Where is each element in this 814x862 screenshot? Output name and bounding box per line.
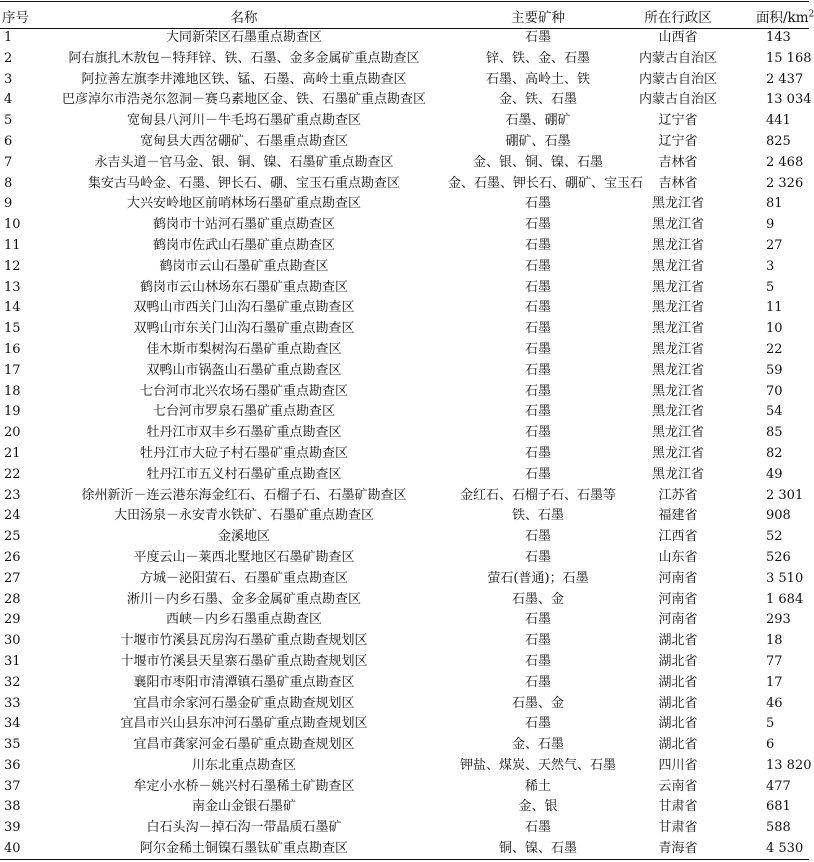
cell-no: 19 — [4, 404, 21, 420]
table-row — [0, 236, 809, 257]
table-row — [0, 340, 809, 361]
cell-mineral: 石墨、金 — [511, 695, 564, 711]
cell-area: 825 — [766, 133, 791, 149]
cell-no: 7 — [4, 154, 13, 170]
table-row — [0, 735, 809, 756]
cell-no: 14 — [4, 300, 21, 316]
table-row — [0, 49, 809, 70]
cell-name: 阿右旗扎木敖包－特拜锌、铁、石墨、金多金属矿重点勘查区 — [68, 50, 420, 66]
cell-region: 黑龙江省 — [651, 341, 704, 357]
cell-name: 鹤岗市十站河石墨矿重点勘查区 — [152, 217, 335, 233]
cell-name: 七台河市罗泉石墨矿重点勘查区 — [152, 404, 335, 420]
cell-area: 6 — [766, 737, 775, 753]
table-row — [0, 194, 809, 215]
cell-no: 1 — [4, 30, 13, 45]
cell-area: 18 — [766, 633, 783, 649]
cell-mineral: 石墨 — [524, 633, 551, 649]
cell-mineral: 稀土 — [524, 778, 551, 794]
cell-region: 黑龙江省 — [651, 258, 704, 274]
cell-region: 黑龙江省 — [651, 404, 704, 420]
cell-region: 河南省 — [658, 591, 698, 607]
header-no: 序号 — [2, 10, 29, 26]
cell-region: 黑龙江省 — [651, 466, 704, 482]
cell-name: 牡丹江市五义村石墨矿重点勘查区 — [146, 466, 342, 482]
cell-name: 双鸭山市锅盔山石墨矿重点勘查区 — [146, 362, 342, 378]
cell-region: 黑龙江省 — [651, 425, 704, 441]
table-row — [0, 465, 809, 486]
cell-area: 2 468 — [766, 154, 804, 170]
cell-area: 13 034 — [766, 92, 812, 108]
cell-region: 吉林省 — [658, 154, 698, 170]
table-row — [0, 174, 809, 195]
cell-mineral: 石墨 — [524, 362, 551, 378]
cell-name: 集安古马岭金、石墨、钾长石、硼、宝玉石重点勘查区 — [87, 175, 400, 191]
cell-mineral: 金、石墨、钾长石、硼矿、宝玉石 — [448, 175, 644, 191]
cell-mineral: 石墨 — [524, 237, 551, 253]
table-header-row — [0, 4, 809, 28]
cell-no: 6 — [4, 133, 13, 149]
cell-no: 39 — [4, 820, 21, 836]
table-row — [0, 673, 809, 694]
table-row — [0, 506, 809, 527]
cell-region: 云南省 — [658, 778, 698, 794]
cell-region: 江西省 — [658, 529, 698, 545]
cell-name: 十堰市竹溪县天星寨石墨矿重点勘查规划区 — [120, 653, 368, 669]
cell-area: 27 — [766, 237, 783, 253]
cell-name: 永吉头道－官马金、银、铜、镍、石墨矿重点勘查区 — [94, 154, 394, 170]
table-row — [0, 797, 809, 818]
cell-area: 2 326 — [766, 175, 804, 191]
cell-area: 588 — [766, 820, 791, 836]
cell-name: 西峡－内乡石墨重点勘查区 — [165, 612, 322, 628]
cell-region: 内蒙古自治区 — [638, 50, 717, 66]
cell-mineral: 石墨、金 — [511, 591, 564, 607]
table-row — [0, 132, 809, 153]
cell-no: 38 — [4, 799, 21, 815]
cell-name: 双鸭山市西关门山沟石墨矿重点勘查区 — [133, 300, 355, 316]
cell-area: 77 — [766, 653, 783, 669]
header-name: 名称 — [230, 10, 258, 26]
cell-mineral: 锌、铁、金、石墨 — [485, 50, 590, 66]
cell-region: 湖北省 — [658, 633, 698, 649]
cell-name: 十堰市竹溪县瓦房沟石墨矿重点勘查规划区 — [120, 633, 368, 649]
table-row — [0, 402, 809, 423]
cell-no: 12 — [4, 258, 21, 274]
cell-mineral: 石墨 — [524, 820, 551, 836]
cell-mineral: 石墨 — [524, 612, 551, 628]
cell-mineral: 钾盐、煤炭、天然气、石墨 — [459, 757, 616, 773]
cell-region: 四川省 — [658, 757, 698, 773]
cell-area: 54 — [766, 404, 783, 420]
cell-area: 2 437 — [766, 71, 804, 87]
table-row — [0, 298, 809, 319]
table-row — [0, 714, 809, 735]
cell-no: 37 — [4, 778, 21, 794]
cell-mineral: 金、铁、石墨 — [498, 92, 577, 108]
cell-name: 金溪地区 — [217, 529, 270, 545]
cell-region: 黑龙江省 — [651, 300, 704, 316]
cell-mineral: 石墨 — [524, 30, 551, 45]
cell-area: 4 530 — [766, 841, 804, 857]
table-body — [0, 28, 812, 860]
cell-area: 10 — [766, 321, 783, 337]
cell-no: 17 — [4, 362, 21, 378]
table-row — [0, 90, 809, 111]
cell-mineral: 金、石墨 — [511, 737, 564, 753]
cell-region: 湖北省 — [658, 653, 698, 669]
cell-mineral: 硼矿、石墨 — [505, 133, 571, 149]
cell-name: 宜昌市龚家河金石墨矿重点勘查规划区 — [133, 737, 355, 753]
cell-name: 大兴安岭地区前哨林场石墨矿重点勘查区 — [126, 196, 361, 212]
cell-mineral: 铜、镍、石墨 — [498, 841, 577, 857]
cell-no: 18 — [4, 383, 21, 399]
cell-area: 681 — [766, 799, 791, 815]
cell-no: 21 — [4, 445, 21, 461]
cell-no: 22 — [4, 466, 21, 482]
cell-area: 477 — [766, 778, 791, 794]
cell-name: 双鸭山市东关门山沟石墨矿重点勘查区 — [133, 321, 355, 337]
cell-region: 黑龙江省 — [651, 237, 704, 253]
cell-name: 宽甸县大西岔硼矿、石墨重点勘查区 — [139, 133, 348, 149]
table-row — [0, 527, 809, 548]
table-row — [0, 111, 809, 132]
cell-name: 南金山金银石墨矿 — [191, 799, 296, 815]
cell-mineral: 石墨 — [524, 383, 551, 399]
cell-name: 襄阳市枣阳市清潭镇石墨矿重点勘查区 — [133, 674, 355, 690]
cell-region: 福建省 — [658, 508, 698, 524]
table-row — [0, 486, 809, 507]
cell-region: 黑龙江省 — [651, 321, 704, 337]
cell-mineral: 金、银 — [518, 799, 558, 815]
table-row — [0, 818, 809, 839]
cell-area: 3 510 — [766, 570, 804, 586]
cell-area: 22 — [766, 341, 783, 357]
cell-area: 3 — [766, 258, 775, 274]
cell-no: 28 — [4, 591, 21, 607]
cell-area: 49 — [766, 466, 783, 482]
cell-no: 34 — [4, 716, 21, 732]
cell-name: 淅川－内乡石墨、金多金属矿重点勘查区 — [126, 591, 361, 607]
cell-area: 15 168 — [766, 50, 812, 66]
cell-mineral: 石墨 — [524, 217, 551, 233]
table-row — [0, 153, 809, 174]
cell-area: 81 — [766, 196, 783, 212]
cell-name: 白石头沟－掉石沟一带晶质石墨矿 — [146, 820, 342, 836]
cell-mineral: 石墨 — [524, 529, 551, 545]
cell-region: 黑龙江省 — [651, 383, 704, 399]
cell-area: 70 — [766, 383, 783, 399]
table-row — [0, 569, 809, 590]
cell-region: 辽宁省 — [658, 113, 698, 129]
cell-mineral: 金、银、铜、镍、石墨 — [472, 154, 603, 170]
table-row — [0, 70, 809, 91]
cell-name: 徐州新沂－连云港东海金红石、石榴子石、石墨矿勘查区 — [81, 487, 407, 503]
cell-mineral: 金红石、石榴子石、石墨等 — [459, 487, 616, 503]
cell-area: 85 — [766, 425, 783, 441]
cell-area: 5 — [766, 716, 775, 732]
cell-area: 293 — [766, 612, 791, 628]
cell-mineral: 石墨 — [524, 674, 551, 690]
cell-mineral: 石墨 — [524, 445, 551, 461]
cell-region: 青海省 — [658, 841, 698, 857]
cell-no: 4 — [4, 92, 13, 108]
cell-no: 15 — [4, 321, 21, 337]
table-row — [0, 423, 809, 444]
cell-region: 甘肃省 — [658, 820, 698, 836]
cell-region: 内蒙古自治区 — [638, 92, 717, 108]
cell-no: 30 — [4, 633, 21, 649]
header-area-superscript: 2 — [808, 9, 814, 20]
cell-name: 川东北重点勘查区 — [191, 757, 296, 773]
cell-mineral: 石墨 — [524, 425, 551, 441]
cell-region: 河南省 — [658, 570, 698, 586]
cell-region: 吉林省 — [658, 175, 698, 191]
table-row — [0, 610, 809, 631]
cell-no: 26 — [4, 549, 21, 565]
cell-name: 平度云山－莱西北墅地区石墨矿勘查区 — [133, 549, 355, 565]
cell-no: 24 — [4, 508, 21, 524]
cell-no: 16 — [4, 341, 21, 357]
cell-area: 17 — [766, 674, 783, 690]
cell-name: 牡丹江市双丰乡石墨矿重点勘查区 — [146, 425, 342, 441]
cell-region: 内蒙古自治区 — [638, 71, 717, 87]
cell-region: 湖北省 — [658, 695, 698, 711]
cell-no: 31 — [4, 653, 21, 669]
cell-mineral: 石墨 — [524, 258, 551, 274]
cell-no: 23 — [4, 487, 21, 503]
cell-no: 25 — [4, 529, 21, 545]
table-row — [0, 319, 809, 340]
table-row — [0, 382, 809, 403]
cell-area: 52 — [766, 529, 783, 545]
cell-mineral: 石墨 — [524, 466, 551, 482]
cell-name: 宜昌市余家河石墨金矿重点勘查规划区 — [133, 695, 355, 711]
cell-no: 36 — [4, 757, 21, 773]
cell-no: 33 — [4, 695, 21, 711]
header-mineral: 主要矿种 — [511, 10, 565, 26]
table-row — [0, 278, 809, 299]
cell-area: 46 — [766, 695, 783, 711]
cell-area: 82 — [766, 445, 783, 461]
table-row — [0, 444, 809, 465]
cell-mineral: 石墨 — [524, 404, 551, 420]
table-row — [0, 257, 809, 278]
cell-mineral: 石墨 — [524, 341, 551, 357]
cell-name: 宜昌市兴山县东冲河石墨矿重点勘查规划区 — [120, 716, 368, 732]
cell-name: 巴彦淖尔市浩尧尔忽洞－赛乌素地区金、铁、石墨矿重点勘查区 — [61, 92, 426, 108]
table-row — [0, 28, 809, 49]
cell-name: 佳木斯市梨树沟石墨矿重点勘查区 — [146, 341, 342, 357]
cell-region: 黑龙江省 — [651, 279, 704, 295]
header-region: 所在行政区 — [644, 10, 712, 26]
cell-mineral: 铁、石墨 — [511, 508, 564, 524]
cell-mineral: 石墨 — [524, 300, 551, 316]
cell-region: 黑龙江省 — [651, 217, 704, 233]
cell-region: 甘肃省 — [658, 799, 698, 815]
cell-mineral: 石墨 — [524, 279, 551, 295]
cell-area: 441 — [766, 113, 791, 129]
cell-no: 29 — [4, 612, 21, 628]
cell-name: 阿尔金稀土铜镍石墨钛矿重点勘查区 — [139, 841, 348, 857]
cell-region: 山东省 — [658, 549, 698, 565]
cell-name: 方城－泌阳萤石、石墨矿重点勘查区 — [139, 570, 348, 586]
cell-mineral: 石墨 — [524, 321, 551, 337]
cell-area: 59 — [766, 362, 783, 378]
exploration-area-table — [0, 4, 814, 860]
cell-no: 5 — [4, 113, 13, 129]
table-row — [0, 777, 809, 798]
cell-no: 40 — [4, 841, 21, 857]
cell-region: 黑龙江省 — [651, 196, 704, 212]
cell-area: 13 820 — [766, 757, 812, 773]
cell-region: 辽宁省 — [658, 133, 698, 149]
cell-no: 8 — [4, 175, 13, 191]
cell-region: 湖北省 — [658, 674, 698, 690]
cell-no: 27 — [4, 570, 21, 586]
cell-name: 鹤岗市云山林场东石墨矿重点勘查区 — [139, 279, 348, 295]
cell-area: 11 — [766, 300, 783, 316]
bottom-rule — [0, 859, 809, 860]
cell-area: 5 — [766, 279, 775, 295]
cell-name: 大田汤泉－永安青水铁矿、石墨矿重点勘查区 — [113, 508, 374, 524]
cell-region: 山西省 — [658, 30, 698, 45]
cell-no: 35 — [4, 737, 21, 753]
table-row — [0, 839, 809, 860]
cell-mineral: 石墨 — [524, 549, 551, 565]
cell-no: 13 — [4, 279, 21, 295]
cell-name: 鹤岗市佐武山石墨矿重点勘查区 — [152, 237, 335, 253]
cell-region: 河南省 — [658, 612, 698, 628]
cell-mineral: 石墨 — [524, 196, 551, 212]
cell-name: 牟定小水桥－姚兴村石墨稀土矿勘查区 — [133, 778, 355, 794]
cell-mineral: 石墨 — [524, 716, 551, 732]
cell-name: 鹤岗市云山石墨矿重点勘查区 — [159, 258, 329, 274]
cell-region: 湖北省 — [658, 716, 698, 732]
cell-mineral: 石墨、高岭土、铁 — [485, 71, 590, 87]
header-area — [728, 4, 814, 28]
cell-area: 908 — [766, 508, 791, 524]
cell-area: 1 684 — [766, 591, 804, 607]
cell-name: 七台河市北兴农场石墨矿重点勘查区 — [139, 383, 348, 399]
cell-no: 2 — [4, 50, 13, 66]
table-row — [0, 361, 809, 382]
cell-name: 阿拉善左旗李井滩地区铁、锰、石墨、高岭土重点勘查区 — [81, 71, 407, 87]
table-row — [0, 215, 809, 236]
cell-area: 526 — [766, 549, 791, 565]
cell-name: 牡丹江市大砬子村石墨矿重点勘查区 — [139, 445, 348, 461]
cell-no: 10 — [4, 217, 21, 233]
cell-name: 宽甸县八河川－牛毛坞石墨矿重点勘查区 — [126, 113, 361, 129]
table-row — [0, 631, 809, 652]
cell-area: 2 301 — [766, 487, 804, 503]
table-row — [0, 548, 809, 569]
table-row — [0, 756, 809, 777]
cell-region: 江苏省 — [658, 487, 698, 503]
cell-no: 32 — [4, 674, 21, 690]
cell-name: 大同新荣区石墨重点勘查区 — [165, 30, 322, 45]
cell-area: 9 — [766, 217, 775, 233]
cell-no: 3 — [4, 71, 13, 87]
cell-no: 9 — [4, 196, 13, 212]
cell-mineral: 石墨、硼矿 — [505, 113, 571, 129]
table-row — [0, 590, 809, 611]
top-rule — [0, 1, 809, 2]
cell-no: 11 — [4, 237, 21, 253]
cell-region: 黑龙江省 — [651, 362, 704, 378]
cell-mineral: 萤石(普通)；石墨 — [487, 570, 589, 586]
cell-mineral: 石墨 — [524, 653, 551, 669]
cell-area: 143 — [766, 30, 791, 45]
cell-region: 黑龙江省 — [651, 445, 704, 461]
cell-region: 湖北省 — [658, 737, 698, 753]
table-row — [0, 652, 809, 673]
header-area-label: 面积/km — [756, 10, 809, 26]
table-row — [0, 694, 809, 715]
cell-no: 20 — [4, 425, 21, 441]
